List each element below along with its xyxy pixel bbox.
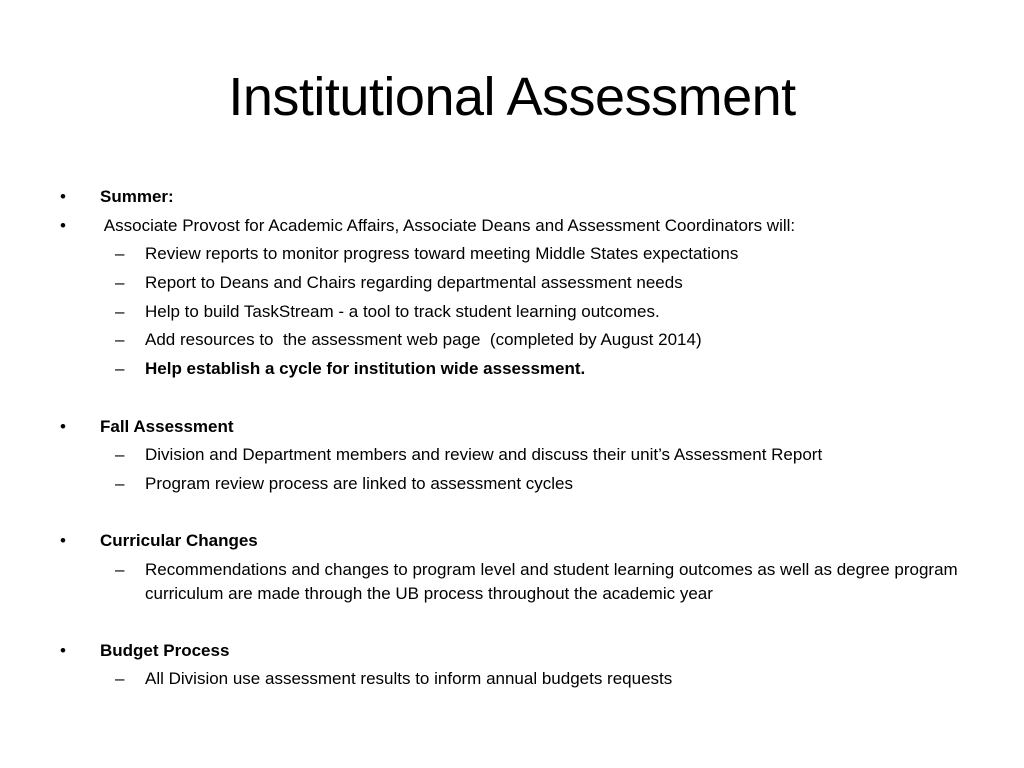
bullet-icon: • [60,531,66,551]
sub-list-item-text: Recommendations and changes to program level and student learning outcomes as well as degree program curriculum are made through the UB process throughout the academic year [145,560,958,603]
dash-icon: – [115,273,125,293]
list-item-text: Associate Provost for Academic Affairs, Associate Deans and Assessment Coordinators will: [100,215,796,235]
list-item-text: Curricular Changes [100,531,258,551]
list-item-text: Fall Assessment [100,416,234,436]
bullet-icon: • [60,416,66,436]
sub-list-item-text: Division and Department members and review and discuss their unit’s Assessment Report [145,445,823,465]
list-item-text: Budget Process [100,640,230,660]
list-item [60,527,960,556]
dash-icon: – [115,330,125,350]
list-item [60,183,960,212]
dash-icon: – [115,301,125,321]
bullet-icon: • [60,640,66,660]
sub-list-item-text: All Division use assessment results to inform annual budgets requests [145,669,673,689]
sub-list-item [60,240,960,269]
sub-list-item [60,556,960,608]
spacer [60,384,960,413]
list-item [60,212,960,241]
sub-list-item [60,326,960,355]
slide-title: Institutional Assessment [228,67,796,127]
dash-icon: – [115,669,125,689]
dash-icon: – [115,560,125,579]
sub-list-item-text: Help establish a cycle for institution wide assessment. [145,359,586,379]
sub-list-item [60,470,960,499]
list-item [60,637,960,666]
spacer [60,608,960,637]
sub-list-item [60,355,960,384]
sub-list-item [60,665,960,694]
sub-list-item [60,298,960,327]
dash-icon: – [115,445,125,465]
sub-list-item-text: Program review process are linked to assessment cycles [145,473,573,493]
sub-list-item-text: Review reports to monitor progress toward meeting Middle States expectations [145,244,739,264]
sub-list-item [60,269,960,298]
spacer [60,499,960,528]
sub-list-item-text: Report to Deans and Chairs regarding departmental assessment needs [145,273,683,293]
list-item-text: Summer: [100,187,174,206]
sub-list-item-text: Add resources to the assessment web page (completed by August 2014) [145,330,702,350]
dash-icon: – [115,359,125,379]
slide-body [60,183,960,694]
bullet-icon: • [60,215,66,235]
bullet-icon: • [60,187,66,206]
list-item [60,413,960,442]
sub-list-item-text: Help to build TaskStream - a tool to track student learning outcomes. [145,301,660,321]
dash-icon: – [115,473,125,493]
dash-icon: – [115,244,125,264]
sub-list-item [60,441,960,470]
